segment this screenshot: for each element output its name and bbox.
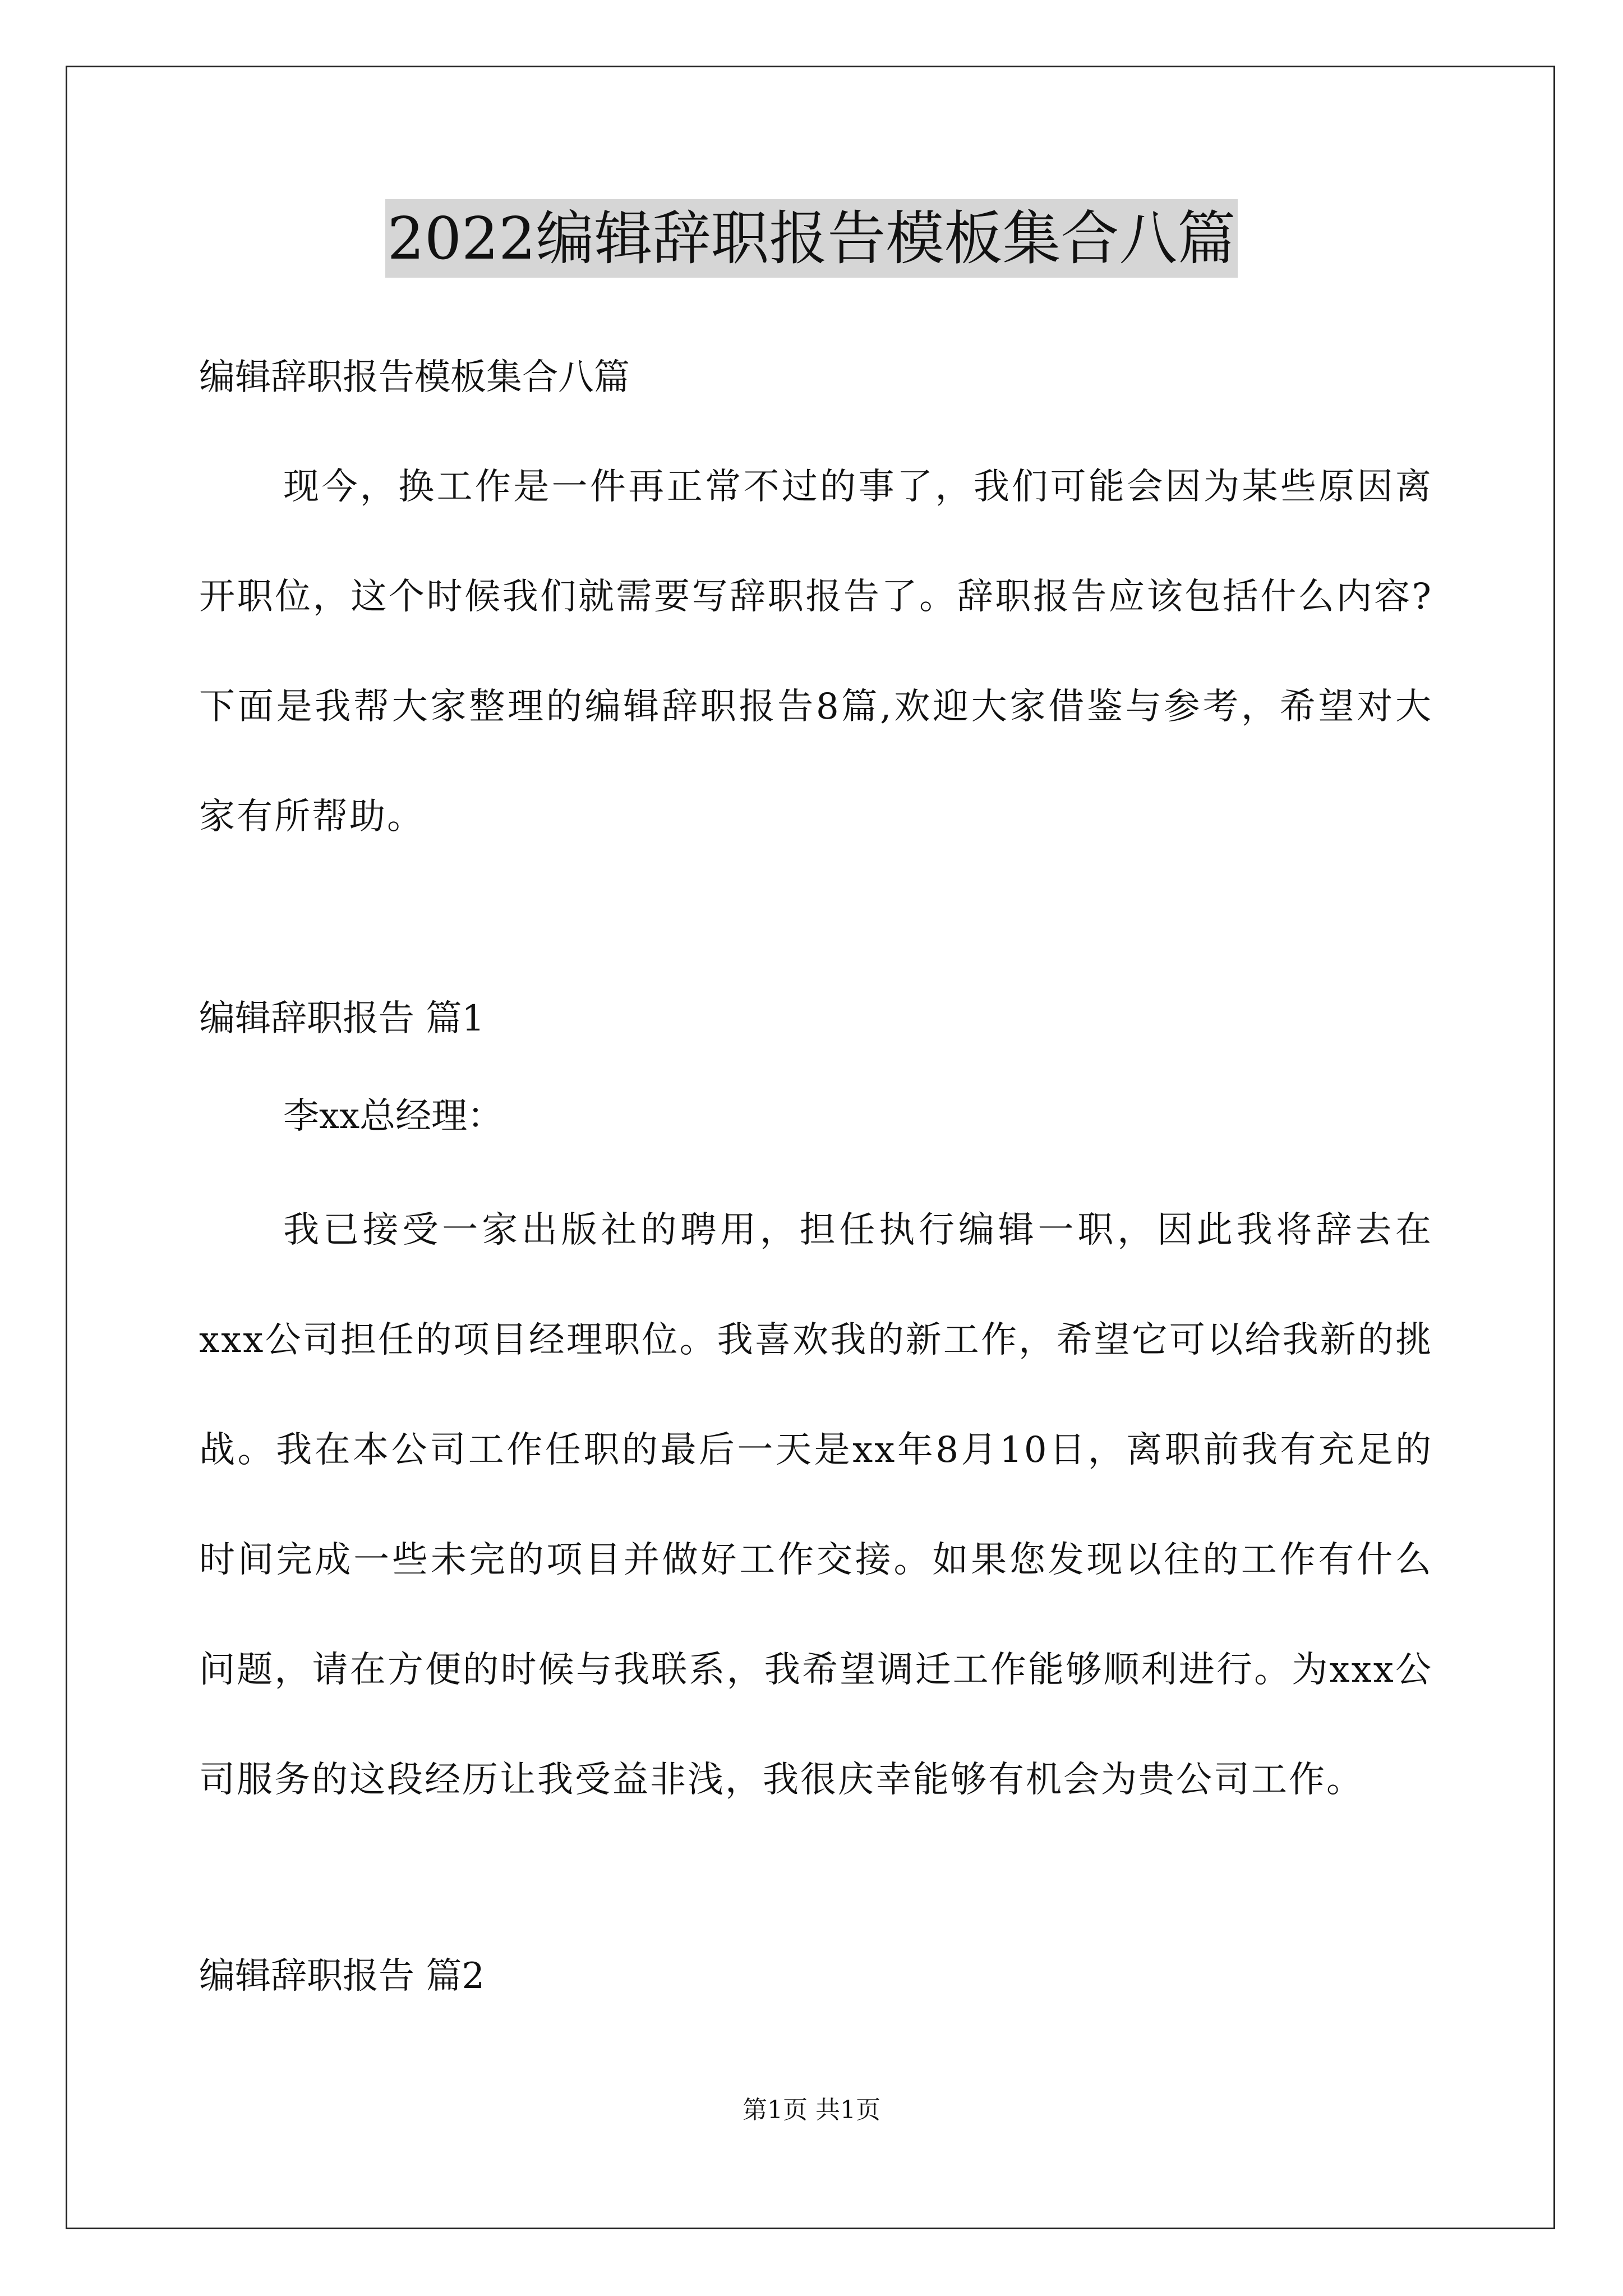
intro-paragraph: 现今，换工作是一件再正常不过的事了，我们可能会因为某些原因离开职位，这个时候我们就需要写辞职报告了。辞职报告应该包括什么内容?下面是我帮大家整理的编辑辞职报告8篇,欢迎大家借鉴与参考，希望对大家有所帮助。 [199, 466, 1433, 838]
section-2-heading: 编辑辞职报告 篇2 [199, 1955, 485, 1997]
section-1-paragraph: 我已接受一家出版社的聘用，担任执行编辑一职，因此我将辞去在xxx公司担任的项目经理职位。我喜欢我的新工作，希望它可以给我新的挑战。我在本公司工作任职的最后一天是xx年8月10日，离职前我有充足的时间完成一些未完的项目并做好工作交接。如果您发现以往的工作有什么问题，请在方便的时候与我联系，我希望调迁工作能够顺利进行。为xxx公司服务的这段经历让我受益非浅，我很庆幸能够有机会为贵公司工作。 [199, 1209, 1433, 1801]
document-title: 2022编辑辞职报告模板集合八篇 [385, 199, 1238, 278]
document-subtitle: 编辑辞职报告模板集合八篇 [199, 357, 630, 398]
section-1-heading: 编辑辞职报告 篇1 [199, 998, 485, 1039]
salutation: 李xx总经理： [283, 1096, 504, 1137]
page-footer: 第1页 共1页 [743, 2096, 880, 2124]
title-container [0, 199, 1623, 278]
